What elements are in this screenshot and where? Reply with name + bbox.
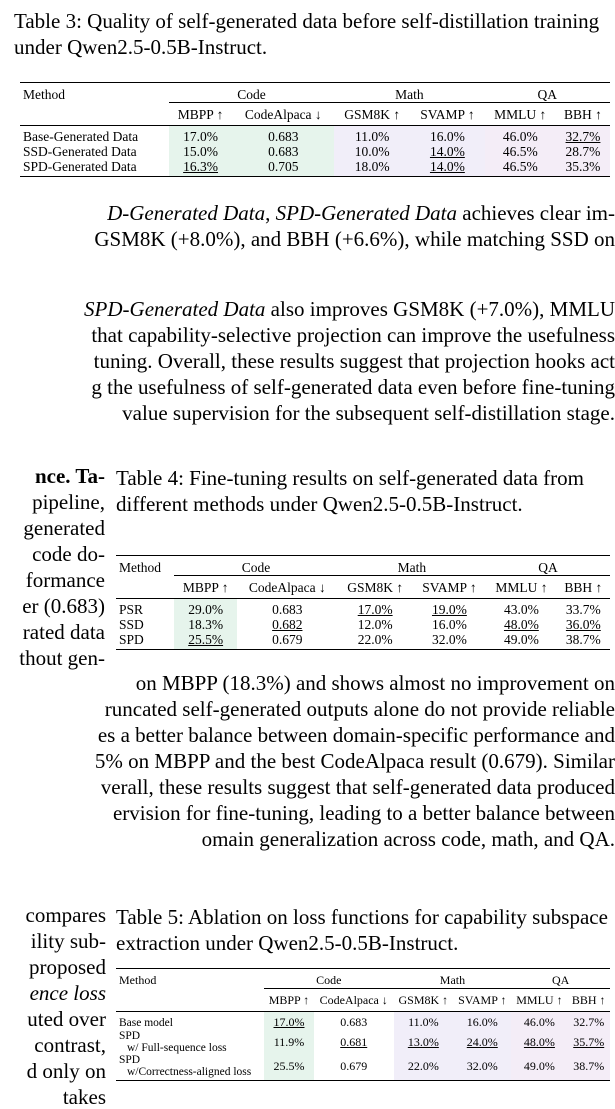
paragraph-line: g the usefulness of self-generated data even before fine-tuning [91, 375, 615, 399]
cell: 46.5% [485, 159, 556, 177]
table4-header-code: Code [174, 556, 337, 576]
table4-metric-mmlu: MMLU ↑ [486, 576, 557, 599]
table5-metric-mmlu: MMLU ↑ [511, 989, 567, 1012]
cell: 14.0% [410, 159, 484, 177]
table3-metric-mbpp: MBPP ↑ [169, 103, 233, 126]
cell: 0.683 [237, 599, 338, 618]
cell: 49.0% [511, 1054, 567, 1081]
table-row [116, 1012, 610, 1031]
row-method: SPD [116, 632, 174, 650]
table4-header-math: Math [338, 556, 486, 576]
cell: 49.0% [486, 632, 557, 650]
cell: 0.683 [232, 144, 334, 159]
cell: 48.0% [511, 1030, 567, 1054]
left-column-line: thout gen- [19, 646, 105, 670]
cell: 25.5% [174, 632, 237, 650]
cell: 0.681 [340, 1034, 368, 1049]
row-method: SPD-Generated Data [20, 159, 169, 177]
cell: 14.0% [410, 144, 484, 159]
table5-metric-svamp: SVAMP ↑ [453, 989, 511, 1012]
table-row [116, 1054, 610, 1081]
left-column-line: d only on [26, 1059, 106, 1083]
paragraph-line: es a better balance between domain-specific performance and [97, 723, 615, 747]
table5 [116, 968, 610, 1081]
cell: 11.0% [334, 126, 410, 145]
table5-header-method: Method [116, 969, 264, 989]
left-column-line: compares [25, 903, 106, 927]
table5-caption [116, 904, 614, 956]
table-row [116, 632, 610, 650]
cell: 11.9% [264, 1030, 314, 1054]
cell: 19.0% [413, 599, 486, 618]
table-row [20, 126, 610, 145]
left-column-line: uted over [27, 1007, 106, 1031]
table3-metric-mmlu: MMLU ↑ [485, 103, 556, 126]
table3-metric-bbh: BBH ↑ [556, 103, 610, 126]
table5-metric-codealpaca: CodeAlpaca ↓ [314, 989, 394, 1012]
table3-caption [14, 8, 614, 60]
cell: 0.705 [232, 159, 334, 177]
table4-caption-text: Fine-tuning results on self-generated data from different methods under Qwen2.5-0.5B-Instruct. [116, 466, 584, 516]
table5-metric-gsm8k: GSM8K ↑ [394, 989, 454, 1012]
cell: 17.0% [264, 1012, 314, 1031]
table-row [116, 1030, 610, 1054]
table4-header-qa: QA [486, 556, 610, 576]
cell: 16.0% [431, 617, 467, 632]
left-column-line: rated data [22, 620, 105, 644]
cell: 12.0% [357, 617, 393, 632]
table3-caption-text: Quality of self-generated data before self-distillation training under Qwen2.5-0.5B-Instruct. [14, 9, 600, 59]
cell: 0.683 [232, 126, 334, 145]
cell: 16.3% [169, 159, 233, 177]
cell: 17.0% [169, 126, 233, 145]
left-column-line: proposed [29, 955, 106, 979]
row-method: PSR [116, 599, 174, 618]
cell: 36.0% [565, 617, 601, 632]
cell: 28.7% [556, 144, 610, 159]
left-column-line: takes [62, 1085, 106, 1109]
table-row [116, 599, 610, 618]
paragraph-line: omain generalization across code, math, and QA. [201, 827, 615, 851]
left-column-line: generated [23, 516, 105, 540]
cell: 29.0% [174, 599, 237, 618]
paragraph-line: runcated self-generated outputs alone do not provide reliable [104, 697, 615, 721]
table3-header-code: Code [169, 83, 334, 103]
table5-caption-prefix: Table 5: [116, 905, 184, 929]
table3 [20, 82, 610, 177]
table5-caption-text: Ablation on loss functions for capability subspace extraction under Qwen2.5-0.5B-Instruct. [116, 905, 608, 955]
table4-metric-bbh: BBH ↑ [557, 576, 610, 599]
left-column-line: code do- [32, 542, 105, 566]
left-column-line: formance [25, 568, 105, 592]
paragraph-line: D-Generated Data, SPD-Generated Data achieves clear im- [107, 201, 615, 225]
cell: 15.0% [169, 144, 233, 159]
cell: 24.0% [453, 1030, 511, 1054]
paragraph-line: on MBPP (18.3%) and shows almost no improvement on [135, 671, 615, 695]
left-column-line: pipeline, [32, 490, 105, 514]
paragraph-line: that capability-selective projection can improve the usefulness [91, 323, 615, 347]
table4-metric-svamp: SVAMP ↑ [413, 576, 486, 599]
cell: 35.3% [556, 159, 610, 177]
cell: 0.683 [314, 1012, 394, 1031]
cell: 22.0% [338, 632, 413, 650]
cell: 0.682 [272, 617, 303, 632]
row-method: SSD-Generated Data [23, 144, 137, 159]
table3-header-method: Method [20, 83, 169, 103]
row-method: SPD w/ Full-sequence loss [119, 1030, 227, 1054]
left-column-line: contrast, [34, 1033, 106, 1057]
table4-metric-mbpp: MBPP ↑ [174, 576, 237, 599]
table3-header-math: Math [334, 83, 484, 103]
cell: 33.7% [557, 599, 610, 618]
cell: 46.0% [511, 1012, 567, 1031]
cell: 11.0% [394, 1012, 454, 1031]
cell: 35.7% [567, 1030, 610, 1054]
table5-header-qa: QA [511, 969, 610, 989]
table5-metric-mbpp: MBPP ↑ [264, 989, 314, 1012]
table5-header-math: Math [394, 969, 512, 989]
paragraph-line: 5% on MBPP and the best CodeAlpaca result (0.679). Similar [94, 749, 615, 773]
cell: 48.0% [503, 617, 539, 632]
cell: 32.7% [556, 126, 610, 145]
cell: 32.0% [413, 632, 486, 650]
table3-metric-gsm8k: GSM8K ↑ [334, 103, 410, 126]
paragraph-line: GSM8K (+8.0%), and BBH (+6.6%), while matching SSD on [94, 227, 615, 251]
row-method: Base model [116, 1012, 264, 1031]
table-row [20, 159, 610, 177]
row-method: SSD [119, 617, 144, 632]
table3-metric-codealpaca: CodeAlpaca ↓ [232, 103, 334, 126]
row-method: SPD w/Correctness-aligned loss [116, 1054, 264, 1081]
left-column-line: nce. Ta- [34, 464, 105, 488]
cell: 25.5% [264, 1054, 314, 1081]
left-column-line: ility sub- [30, 929, 106, 953]
table4-metric-codealpaca: CodeAlpaca ↓ [237, 576, 338, 599]
table5-metric-bbh: BBH ↑ [567, 989, 610, 1012]
cell: 38.7% [567, 1054, 610, 1081]
table4-caption [116, 465, 614, 517]
table3-metric-svamp: SVAMP ↑ [410, 103, 484, 126]
cell: 46.0% [485, 126, 556, 145]
table4-caption-prefix: Table 4: [116, 466, 184, 490]
cell: 18.0% [334, 159, 410, 177]
cell: 18.3% [174, 617, 237, 632]
cell: 17.0% [338, 599, 413, 618]
table-row [20, 144, 610, 159]
table-row [116, 617, 610, 632]
row-method: Base-Generated Data [20, 126, 169, 145]
table3-header-qa: QA [485, 83, 610, 103]
cell: 0.679 [237, 632, 338, 650]
cell: 32.0% [453, 1054, 511, 1081]
paragraph-line: ervision for fine-tuning, leading to a better balance between [112, 801, 615, 825]
table4-metric-gsm8k: GSM8K ↑ [338, 576, 413, 599]
cell: 46.5% [485, 144, 556, 159]
cell: 10.0% [334, 144, 410, 159]
paragraph-line: value supervision for the subsequent self-distillation stage. [122, 401, 615, 425]
table4-header-method: Method [116, 556, 174, 576]
cell: 16.0% [453, 1012, 511, 1031]
cell: 32.7% [567, 1012, 610, 1031]
cell: 38.7% [557, 632, 610, 650]
cell: 0.679 [314, 1054, 394, 1081]
paragraph-line: verall, these results suggest that self-generated data produced [100, 775, 615, 799]
table3-caption-prefix: Table 3: [14, 9, 82, 33]
cell: 13.0% [394, 1030, 454, 1054]
left-column-line: er (0.683) [22, 594, 105, 618]
cell: 22.0% [394, 1054, 454, 1081]
cell: 43.0% [486, 599, 557, 618]
cell: 16.0% [410, 126, 484, 145]
left-column-line: ence loss [29, 981, 106, 1005]
table4 [116, 555, 610, 650]
paragraph-line: SPD-Generated Data also improves GSM8K (+7.0%), MMLU [84, 297, 615, 321]
paragraph-line: tuning. Overall, these results suggest that projection hooks act [93, 349, 615, 373]
table5-header-code: Code [264, 969, 393, 989]
